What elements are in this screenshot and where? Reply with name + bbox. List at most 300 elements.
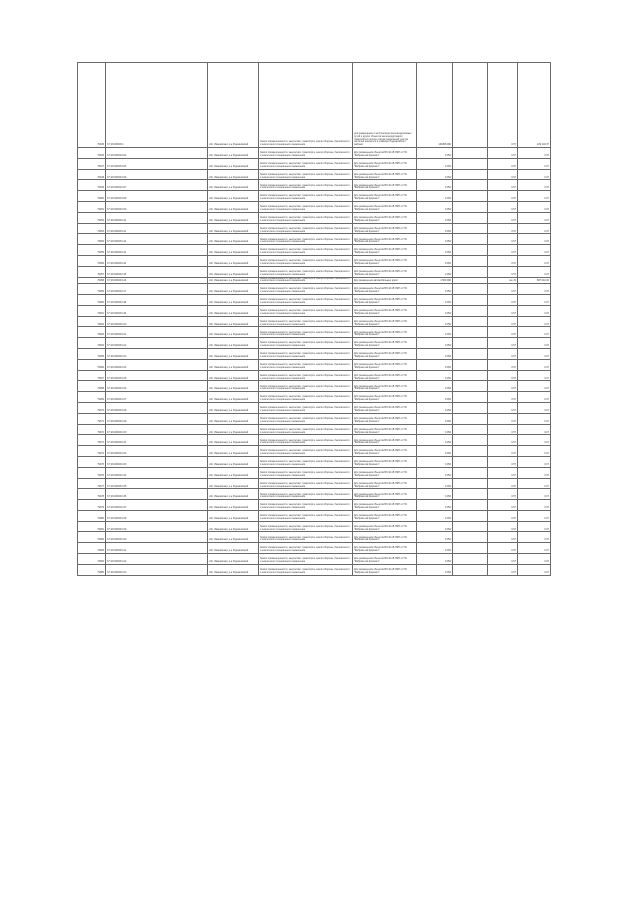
empty-cell xyxy=(453,489,488,500)
permitted-use-cell: Для размещения объектов ВЛ-10 кВ ЛЭП от ПС "Фабрика им.Красного" xyxy=(353,158,417,169)
empty-cell xyxy=(453,446,488,457)
cadastral-value-cell: 0.57 xyxy=(488,478,518,489)
permitted-use-cell: Для размещения объектов ВЛ-10 кВ ЛЭП от ПС "Фабрика им.Красного" xyxy=(353,564,417,575)
permitted-use-cell: Для размещения объектов ВЛ-10 кВ ЛЭП от ПС "Фабрика им.Красного" xyxy=(353,413,417,424)
cadastral-number-cell: 37:16:000000:134 xyxy=(106,467,208,478)
cadastral-number-cell: 37:16:000000:142 xyxy=(106,554,208,565)
cadastral-number-cell: 37:16:000000:130 xyxy=(106,424,208,435)
total-cell: 0.07 xyxy=(518,478,551,489)
permitted-use-cell: Для размещения объектов ВЛ-10 кВ ЛЭП от ПС "Фабрика им.Красного" xyxy=(353,255,417,266)
row-number-cell: 79975 xyxy=(78,456,106,467)
cadastral-value-cell: 0.57 xyxy=(488,284,518,295)
table-row xyxy=(78,564,551,575)
cadastral-value-cell: сек.15 xyxy=(488,277,518,284)
empty-cell xyxy=(453,201,488,212)
permitted-use-cell: Для размещения объектов ВЛ-10 кВ ЛЭП от ПС "Фабрика им.Красного" xyxy=(353,521,417,532)
land-category-cell: Земли промышленности, энергетики, транспорта, земли обороны, безопасности и земли иного специального назначения xyxy=(259,327,353,338)
total-cell: 0.07 xyxy=(518,234,551,245)
cadastral-value-cell: 0.57 xyxy=(488,554,518,565)
land-category-cell: Земли промышленности, энергетики, транспорта, земли обороны, безопасности и земли иного специального назначения xyxy=(259,435,353,446)
land-category-cell: Земли промышленности, энергетики, транспорта, земли обороны, безопасности и земли иного специального назначения xyxy=(259,148,353,159)
permitted-use-cell: Для размещения объектов ВЛ-10 кВ ЛЭП от ПС "Фабрика им.Красного" xyxy=(353,348,417,359)
area-cell: 0.054 xyxy=(417,169,453,180)
table-row xyxy=(78,305,551,316)
land-category-cell: Земли промышленности, энергетики, транспорта, земли обороны, безопасности и земли иного специального назначения xyxy=(259,245,353,256)
address-cell: обл. Ивановская, р-н Родниковский xyxy=(208,223,259,234)
row-number-cell: 79964 xyxy=(78,338,106,349)
table-row xyxy=(78,402,551,413)
area-cell: 0.054 xyxy=(417,212,453,223)
empty-cell xyxy=(453,467,488,478)
land-category-cell: Земли промышленности, энергетики, транспорта, земли обороны, безопасности и земли иного специального назначения xyxy=(259,521,353,532)
total-cell: 0.07 xyxy=(518,284,551,295)
cadastral-number-cell: 37:16:000000:107 xyxy=(106,180,208,191)
land-category-cell: Земли промышленности, энергетики, транспорта, земли обороны, безопасности и земли иного специального назначения xyxy=(259,413,353,424)
row-number-cell: 79972 xyxy=(78,424,106,435)
land-category-cell: Земли промышленности, энергетики, транспорта, земли обороны, безопасности и земли иного специального назначения xyxy=(259,532,353,543)
cadastral-number-cell: 37:16:000000:117 xyxy=(106,284,208,295)
table-row xyxy=(78,338,551,349)
permitted-use-cell: Для размещения объектов ВЛ-10 кВ ЛЭП от ПС "Фабрика им.Красного" xyxy=(353,169,417,180)
total-cell: 0.07 xyxy=(518,212,551,223)
total-cell: 0.07 xyxy=(518,413,551,424)
area-cell: 0.054 xyxy=(417,381,453,392)
cadastral-value-cell: 0.57 xyxy=(488,359,518,370)
land-category-cell: Земли промышленности, энергетики, транспорта, земли обороны, безопасности и земли иного специального назначения xyxy=(259,554,353,565)
cadastral-number-cell: 37:16:000000:122 xyxy=(106,338,208,349)
land-category-cell: Земли промышленности, энергетики, транспорта, земли обороны, безопасности и земли иного специального назначения xyxy=(259,180,353,191)
cadastral-value-cell: 0.57 xyxy=(488,191,518,202)
cadastral-value-cell: 0.57 xyxy=(488,201,518,212)
cadastral-value-cell: 0.57 xyxy=(488,381,518,392)
area-cell: 0.054 xyxy=(417,223,453,234)
land-category-cell: Земли промышленности, энергетики, транспорта, земли обороны, безопасности и земли иного специального назначения xyxy=(259,478,353,489)
empty-cell xyxy=(453,234,488,245)
row-number-cell: 79952 xyxy=(78,212,106,223)
total-cell: 0.07 xyxy=(518,381,551,392)
permitted-use-cell: Для размещения объектов ВЛ-10 кВ ЛЭП от ПС "Фабрика им.Красного" xyxy=(353,201,417,212)
address-cell: обл. Ивановская, р-н Родниковский xyxy=(208,446,259,457)
permitted-use-cell: Для размещения объектов ВЛ-10 кВ ЛЭП от ПС "Фабрика им.Красного" xyxy=(353,489,417,500)
table-row xyxy=(78,180,551,191)
total-cell: 0.07 xyxy=(518,191,551,202)
cadastral-value-cell: 0.57 xyxy=(488,234,518,245)
row-number-cell: 79966 xyxy=(78,359,106,370)
row-number-cell: 79945 xyxy=(78,63,106,148)
table-row xyxy=(78,467,551,478)
empty-cell xyxy=(453,277,488,284)
address-cell: обл. Ивановская, р-н Родниковский xyxy=(208,478,259,489)
area-cell: 0.054 xyxy=(417,158,453,169)
row-number-cell: 79953 xyxy=(78,223,106,234)
cadastral-value-cell: 0.57 xyxy=(488,148,518,159)
table-row xyxy=(78,521,551,532)
empty-cell xyxy=(453,435,488,446)
address-cell: обл. Ивановская, р-н Родниковский xyxy=(208,255,259,266)
cadastral-value-cell: 0.57 xyxy=(488,435,518,446)
cadastral-value-cell: 0.57 xyxy=(488,294,518,305)
cadastral-number-cell: 37:16:000000:137 xyxy=(106,500,208,511)
permitted-use-cell: Для размещения объектов ВЛ-10 кВ ЛЭП от ПС "Фабрика им.Красного" xyxy=(353,435,417,446)
land-category-cell: Земли промышленности, энергетики, транспорта, земли обороны, безопасности и земли иного специального назначения xyxy=(259,348,353,359)
land-category-cell: Земли промышленности, энергетики, транспорта, земли обороны, безопасности и земли иного специального назначения xyxy=(259,63,353,148)
total-cell: 0.07 xyxy=(518,510,551,521)
table-row xyxy=(78,201,551,212)
area-cell: 0.054 xyxy=(417,510,453,521)
area-cell: 0.054 xyxy=(417,201,453,212)
row-number-cell: 79961 xyxy=(78,305,106,316)
empty-cell xyxy=(453,424,488,435)
cadastral-number-cell: 37:16:000000:110 xyxy=(106,212,208,223)
address-cell: обл. Ивановская, р-н Родниковский xyxy=(208,554,259,565)
cadastral-value-cell: 0.57 xyxy=(488,532,518,543)
cadastral-number-cell: 37:16:000000:104 xyxy=(106,148,208,159)
cadastral-number-cell: 37:16:000000:106 xyxy=(106,169,208,180)
area-cell: 0.054 xyxy=(417,327,453,338)
land-category-cell: Земли промышленности, энергетики, транспорта, земли обороны, безопасности и земли иного специального назначения xyxy=(259,424,353,435)
cadastral-number-cell: 37:16:000000:123 xyxy=(106,348,208,359)
cadastral-value-cell: 0.57 xyxy=(488,413,518,424)
row-number-cell: 79965 xyxy=(78,348,106,359)
area-cell: 0.054 xyxy=(417,554,453,565)
empty-cell xyxy=(453,63,488,148)
cadastral-value-cell: 0.57 xyxy=(488,543,518,554)
table-row xyxy=(78,359,551,370)
table-row xyxy=(78,446,551,457)
area-cell: 0.054 xyxy=(417,180,453,191)
permitted-use-cell: Для размещения объектов ВЛ-10 кВ ЛЭП от ПС "Фабрика им.Красного" xyxy=(353,180,417,191)
row-number-cell: 79973 xyxy=(78,435,106,446)
table-row xyxy=(78,191,551,202)
cadastral-value-cell: 0.57 xyxy=(488,348,518,359)
table-row xyxy=(78,234,551,245)
permitted-use-cell: Для размещения объектов ВЛ-10 кВ ЛЭП от ПС "Фабрика им.Красного" xyxy=(353,478,417,489)
land-category-cell: Земли промышленности, энергетики, транспорта, земли обороны, безопасности и земли иного специального назначения xyxy=(259,284,353,295)
land-category-cell: Земли промышленности, энергетики, транспорта, земли обороны, безопасности и земли иного специального назначения xyxy=(259,402,353,413)
total-cell: 887 040.00 xyxy=(518,277,551,284)
permitted-use-cell: Для размещения объектов ВЛ-10 кВ ЛЭП от ПС "Фабрика им.Красного" xyxy=(353,212,417,223)
total-cell: 0.07 xyxy=(518,201,551,212)
cadastral-value-cell: 0.57 xyxy=(488,521,518,532)
permitted-use-cell: Для размещения объектов ВЛ-10 кВ ЛЭП от ПС "Фабрика им.Красного" xyxy=(353,266,417,277)
empty-cell xyxy=(453,381,488,392)
address-cell: обл. Ивановская, р-н Родниковский xyxy=(208,381,259,392)
land-plot-table xyxy=(77,62,551,576)
empty-cell xyxy=(453,169,488,180)
cadastral-number-cell: 37:16:000000:115 xyxy=(106,266,208,277)
document-page xyxy=(77,62,550,576)
land-category-cell: Земли промышленности, энергетики, транспорта, земли обороны, безопасности и земли иного специального назначения xyxy=(259,543,353,554)
table-row xyxy=(78,327,551,338)
cadastral-value-cell: 0.57 xyxy=(488,266,518,277)
cadastral-value-cell: 0.57 xyxy=(488,255,518,266)
area-cell: 0.054 xyxy=(417,543,453,554)
land-category-cell: Земли промышленности, энергетики, транспорта, земли обороны, безопасности и земли иного специального назначения xyxy=(259,294,353,305)
area-cell: 0.054 xyxy=(417,191,453,202)
area-cell: 0.054 xyxy=(417,305,453,316)
cadastral-number-cell: 37:16:000000:127 xyxy=(106,392,208,403)
cadastral-number-cell: 37:16:000000:128 xyxy=(106,402,208,413)
total-cell: 0.07 xyxy=(518,338,551,349)
table-row xyxy=(78,554,551,565)
area-cell: 0.054 xyxy=(417,413,453,424)
area-cell: 0.054 xyxy=(417,370,453,381)
address-cell: обл. Ивановская, р-н Родниковский xyxy=(208,294,259,305)
land-category-cell: Земли промышленности, энергетики, транспорта, земли обороны, безопасности и земли иного специального назначения xyxy=(259,510,353,521)
address-cell: обл. Ивановская, р-н Родниковский xyxy=(208,500,259,511)
area-cell: 1 560 000 xyxy=(417,277,453,284)
row-number-cell: 79977 xyxy=(78,478,106,489)
cadastral-value-cell: 0.57 xyxy=(488,169,518,180)
row-number-cell: 79963 xyxy=(78,327,106,338)
area-cell: 0.054 xyxy=(417,424,453,435)
empty-cell xyxy=(453,478,488,489)
area-cell: 0.054 xyxy=(417,348,453,359)
permitted-use-cell: Для размещения объектов ВЛ-10 кВ ЛЭП от ПС "Фабрика им.Красного" xyxy=(353,500,417,511)
total-cell: 0.07 xyxy=(518,327,551,338)
total-cell: 0.07 xyxy=(518,554,551,565)
area-cell: 0.054 xyxy=(417,446,453,457)
permitted-use-cell: Для размещения объектов ВЛ-10 кВ ЛЭП от ПС "Фабрика им.Красного" xyxy=(353,284,417,295)
permitted-use-cell: Для размещения объектов ВЛ-10 кВ ЛЭП от ПС "Фабрика им.Красного" xyxy=(353,510,417,521)
total-cell: 0.07 xyxy=(518,424,551,435)
land-category-cell: Земли промышленности, энергетики, транспорта, земли обороны, безопасности и земли иного специального назначения xyxy=(259,500,353,511)
empty-cell xyxy=(453,392,488,403)
cadastral-value-cell: 0.57 xyxy=(488,489,518,500)
total-cell: 0.07 xyxy=(518,294,551,305)
empty-cell xyxy=(453,327,488,338)
empty-cell xyxy=(453,284,488,295)
cadastral-value-cell: 0.57 xyxy=(488,467,518,478)
cadastral-value-cell: 0.57 xyxy=(488,316,518,327)
total-cell: 0.07 xyxy=(518,223,551,234)
area-cell: 0.054 xyxy=(417,532,453,543)
cadastral-number-cell: 37:16:000000:119 xyxy=(106,305,208,316)
table-row xyxy=(78,63,551,148)
land-category-cell: Земли промышленности, энергетики, транспорта, земли обороны, безопасности и земли иного специального назначения xyxy=(259,277,353,284)
cadastral-number-cell: 37:16:000000:132 xyxy=(106,446,208,457)
cadastral-value-cell: 0.57 xyxy=(488,424,518,435)
address-cell: обл. Ивановская, р-н Родниковский xyxy=(208,63,259,148)
address-cell: обл. Ивановская, р-н Родниковский xyxy=(208,180,259,191)
total-cell: 0.07 xyxy=(518,446,551,457)
empty-cell xyxy=(453,500,488,511)
permitted-use-cell: Для размещения объектов ВЛ-10 кВ ЛЭП от ПС "Фабрика им.Красного" xyxy=(353,446,417,457)
cadastral-number-cell: 37:16:000000:124 xyxy=(106,359,208,370)
empty-cell xyxy=(453,316,488,327)
table-row xyxy=(78,478,551,489)
address-cell: обл. Ивановская, р-н Родниковский xyxy=(208,201,259,212)
empty-cell xyxy=(453,266,488,277)
address-cell: обл. Ивановская, р-н Родниковский xyxy=(208,467,259,478)
land-category-cell: Земли промышленности, энергетики, транспорта, земли обороны, безопасности и земли иного специального назначения xyxy=(259,212,353,223)
total-cell: 0.07 xyxy=(518,402,551,413)
address-cell: обл. Ивановская, р-н Родниковский xyxy=(208,489,259,500)
permitted-use-cell: Для размещения объектов ВЛ-10 кВ ЛЭП от ПС "Фабрика им.Красного" xyxy=(353,245,417,256)
permitted-use-cell: Для размещения объектов ВЛ-10 кВ ЛЭП от ПС "Фабрика им.Красного" xyxy=(353,543,417,554)
empty-cell xyxy=(453,158,488,169)
area-cell: 160458 000 xyxy=(417,63,453,148)
total-cell: 0.07 xyxy=(518,489,551,500)
cadastral-value-cell: 0.57 xyxy=(488,212,518,223)
cadastral-value-cell: 0.57 xyxy=(488,392,518,403)
address-cell: обл. Ивановская, р-н Родниковский xyxy=(208,158,259,169)
land-category-cell: Земли промышленности, энергетики, транспорта, земли обороны, безопасности и земли иного специального назначения xyxy=(259,223,353,234)
row-number-cell: 79984 xyxy=(78,554,106,565)
table-row xyxy=(78,489,551,500)
total-cell: 0.07 xyxy=(518,158,551,169)
cadastral-value-cell: 0.57 xyxy=(488,338,518,349)
area-cell: 0.054 xyxy=(417,435,453,446)
empty-cell xyxy=(453,456,488,467)
row-number-cell: 79962 xyxy=(78,316,106,327)
row-number-cell: 79969 xyxy=(78,392,106,403)
area-cell: 0.054 xyxy=(417,359,453,370)
permitted-use-cell: Для размещения объектов ВЛ-10 кВ ЛЭП от ПС "Фабрика им.Красного" xyxy=(353,402,417,413)
row-number-cell: 79980 xyxy=(78,510,106,521)
address-cell: обл. Ивановская, р-н Родниковский xyxy=(208,348,259,359)
empty-cell xyxy=(453,148,488,159)
address-cell: обл. Ивановская, р-н Родниковский xyxy=(208,327,259,338)
area-cell: 0.054 xyxy=(417,255,453,266)
cadastral-value-cell: 0.57 xyxy=(488,180,518,191)
total-cell: 0.07 xyxy=(518,348,551,359)
address-cell: обл. Ивановская, р-н Родниковский xyxy=(208,543,259,554)
cadastral-number-cell: 37:16:000000:129 xyxy=(106,413,208,424)
cadastral-value-cell: 0.57 xyxy=(488,564,518,575)
cadastral-number-cell: 37:16:000000:136 xyxy=(106,489,208,500)
area-cell: 0.054 xyxy=(417,489,453,500)
empty-cell xyxy=(453,359,488,370)
total-cell: 0.07 xyxy=(518,532,551,543)
permitted-use-cell: Для размещения объектов ВЛ-10 кВ ЛЭП от ПС "Фабрика им.Красного" xyxy=(353,467,417,478)
cadastral-number-cell: 37:16:000000:111 xyxy=(106,223,208,234)
address-cell: обл. Ивановская, р-н Родниковский xyxy=(208,510,259,521)
total-cell: 0.07 xyxy=(518,305,551,316)
cadastral-number-cell: 37:16:000000:140 xyxy=(106,532,208,543)
table-row xyxy=(78,532,551,543)
area-cell: 0.054 xyxy=(417,500,453,511)
row-number-cell: 79974 xyxy=(78,446,106,457)
row-number-cell: 79955 xyxy=(78,245,106,256)
cadastral-number-cell: 37:16:000000:126 xyxy=(106,381,208,392)
address-cell: обл. Ивановская, р-н Родниковский xyxy=(208,234,259,245)
row-number-cell: 79979 xyxy=(78,500,106,511)
table-row xyxy=(78,370,551,381)
address-cell: обл. Ивановская, р-н Родниковский xyxy=(208,564,259,575)
permitted-use-cell: Для размещения объектов ВЛ-10 кВ ЛЭП от ПС "Фабрика им.Красного" xyxy=(353,424,417,435)
land-category-cell: Земли промышленности, энергетики, транспорта, земли обороны, безопасности и земли иного специального назначения xyxy=(259,564,353,575)
permitted-use-cell: Для размещения объектов ВЛ-10 кВ ЛЭП от ПС "Фабрика им.Красного" xyxy=(353,338,417,349)
cadastral-value-cell: 0.57 xyxy=(488,510,518,521)
empty-cell xyxy=(453,180,488,191)
table-row xyxy=(78,543,551,554)
row-number-cell: 79976 xyxy=(78,467,106,478)
empty-cell xyxy=(453,554,488,565)
area-cell: 0.054 xyxy=(417,148,453,159)
land-category-cell: Земли промышленности, энергетики, транспорта, земли обороны, безопасности и земли иного специального назначения xyxy=(259,489,353,500)
empty-cell xyxy=(453,543,488,554)
cadastral-value-cell: 0.57 xyxy=(488,223,518,234)
table-row xyxy=(78,435,551,446)
land-category-cell: Земли промышленности, энергетики, транспорта, земли обороны, безопасности и земли иного специального назначения xyxy=(259,446,353,457)
empty-cell xyxy=(453,402,488,413)
row-number-cell: 79950 xyxy=(78,191,106,202)
row-number-cell: 79957 xyxy=(78,266,106,277)
empty-cell xyxy=(453,510,488,521)
table-row xyxy=(78,245,551,256)
row-number-cell: 79954 xyxy=(78,234,106,245)
total-cell: 0.07 xyxy=(518,500,551,511)
land-category-cell: Земли промышленности, энергетики, транспорта, земли обороны, безопасности и земли иного специального назначения xyxy=(259,392,353,403)
area-cell: 0.054 xyxy=(417,284,453,295)
permitted-use-cell: Для размещения объектов ВЛ-10 кВ ЛЭП от ПС "Фабрика им.Красного" xyxy=(353,554,417,565)
land-category-cell: Земли промышленности, энергетики, транспорта, земли обороны, безопасности и земли иного специального назначения xyxy=(259,255,353,266)
table-row xyxy=(78,212,551,223)
permitted-use-cell: Для размещения объектов ВЛ-10 кВ ЛЭП от ПС "Фабрика им.Красного" xyxy=(353,191,417,202)
empty-cell xyxy=(453,191,488,202)
cadastral-number-cell: 37:16:000000:105 xyxy=(106,158,208,169)
row-number-cell: 79981 xyxy=(78,521,106,532)
address-cell: обл. Ивановская, р-н Родниковский xyxy=(208,424,259,435)
total-cell: 0.07 xyxy=(518,456,551,467)
table-row xyxy=(78,348,551,359)
total-cell: 0.07 xyxy=(518,169,551,180)
address-cell: обл. Ивановская, р-н Родниковский xyxy=(208,284,259,295)
row-number-cell: 79959 xyxy=(78,284,106,295)
row-number-cell: 79947 xyxy=(78,158,106,169)
area-cell: 0.054 xyxy=(417,402,453,413)
permitted-use-cell: Для размещения объектов ВЛ-10 кВ ЛЭП от ПС "Фабрика им.Красного" xyxy=(353,359,417,370)
row-number-cell: 79951 xyxy=(78,201,106,212)
total-cell: 0.07 xyxy=(518,392,551,403)
cadastral-number-cell: 37:16:000000:120 xyxy=(106,316,208,327)
land-category-cell: Земли промышленности, энергетики, транспорта, земли обороны, безопасности и земли иного специального назначения xyxy=(259,338,353,349)
cadastral-number-cell: 37:16:000000:109 xyxy=(106,201,208,212)
row-number-cell: 79985 xyxy=(78,564,106,575)
row-number-cell: 79978 xyxy=(78,489,106,500)
area-cell: 0.054 xyxy=(417,234,453,245)
table-row xyxy=(78,456,551,467)
row-number-cell: 79958 xyxy=(78,277,106,284)
total-cell: 0.07 xyxy=(518,467,551,478)
area-cell: 0.054 xyxy=(417,338,453,349)
empty-cell xyxy=(453,348,488,359)
cadastral-number-cell: 37:16:000000:131 xyxy=(106,435,208,446)
table-row xyxy=(78,294,551,305)
empty-cell xyxy=(453,532,488,543)
table-row xyxy=(78,424,551,435)
cadastral-number-cell: 37:16:000000:118 xyxy=(106,294,208,305)
area-cell: 0.054 xyxy=(417,521,453,532)
permitted-use-cell: Для размещения объектов ВЛ-10 кВ ЛЭП от ПС "Фабрика им.Красного" xyxy=(353,392,417,403)
cadastral-value-cell: 0.57 xyxy=(488,327,518,338)
cadastral-number-cell: 37:16:000000:112 xyxy=(106,234,208,245)
empty-cell xyxy=(453,564,488,575)
land-category-cell: Земли промышленности, энергетики, транспорта, земли обороны, безопасности и земли иного специального назначения xyxy=(259,381,353,392)
address-cell: обл. Ивановская, р-н Родниковский xyxy=(208,191,259,202)
row-number-cell: 79971 xyxy=(78,413,106,424)
empty-cell xyxy=(453,255,488,266)
row-number-cell: 79948 xyxy=(78,169,106,180)
address-cell: обл. Ивановская, р-н Родниковский xyxy=(208,169,259,180)
table-row xyxy=(78,510,551,521)
total-cell: 0.07 xyxy=(518,359,551,370)
land-category-cell: Земли промышленности, энергетики, транспорта, земли обороны, безопасности и земли иного специального назначения xyxy=(259,191,353,202)
empty-cell xyxy=(453,223,488,234)
row-number-cell: 79982 xyxy=(78,532,106,543)
cadastral-value-cell: 0.57 xyxy=(488,370,518,381)
